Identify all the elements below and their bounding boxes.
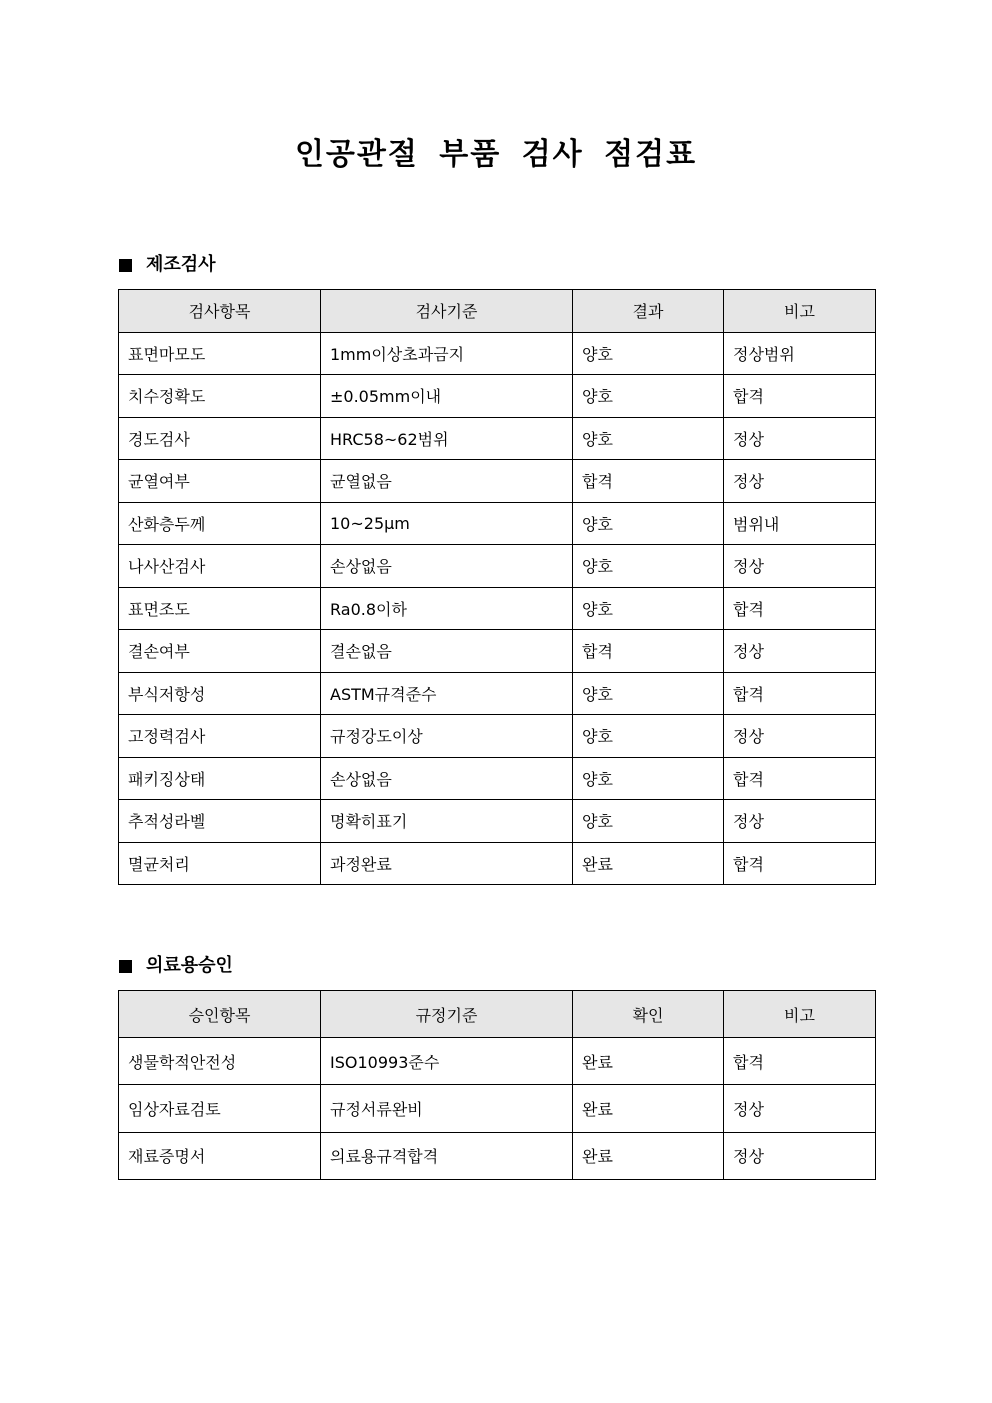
column-header: 검사항목: [119, 290, 321, 333]
table-cell: 완료: [573, 1085, 724, 1132]
table-cell: ±0.05mm이내: [321, 375, 573, 418]
document-title: 인공관절 부품 검사 점검표: [294, 137, 698, 172]
table-row: [119, 417, 876, 460]
table-row: [119, 332, 876, 375]
medical-approval-table: [118, 990, 876, 1180]
section-heading-medical-approval: [119, 953, 233, 979]
table-cell: 치수정확도: [119, 375, 321, 418]
table-cell: 정상: [724, 1132, 876, 1179]
table-cell: 규정서류완비: [321, 1085, 573, 1132]
table-cell: 합격: [724, 672, 876, 715]
table-row: [119, 460, 876, 503]
table-cell: 양호: [573, 375, 724, 418]
table-row: [119, 715, 876, 758]
table-cell: 합격: [724, 375, 876, 418]
table-row: [119, 587, 876, 630]
table-cell: 부식저항성: [119, 672, 321, 715]
table-row: [119, 672, 876, 715]
table-body: [119, 1038, 876, 1180]
table-cell: 결손여부: [119, 630, 321, 673]
table-cell: 양호: [573, 417, 724, 460]
table-cell: 완료: [573, 842, 724, 885]
table-cell: 정상: [724, 460, 876, 503]
table-cell: 고정력검사: [119, 715, 321, 758]
table-cell: 손상없음: [321, 545, 573, 588]
table-cell: 정상: [724, 1085, 876, 1132]
column-header: 검사기준: [321, 290, 573, 333]
table-body: [119, 332, 876, 885]
manufacturing-inspection-table: [118, 289, 876, 885]
table-row: [119, 630, 876, 673]
table-cell: 합격: [724, 587, 876, 630]
column-header: 확인: [573, 991, 724, 1038]
table-cell: 균열없음: [321, 460, 573, 503]
section-heading-manufacturing: [119, 252, 216, 278]
table-cell: 표면마모도: [119, 332, 321, 375]
table-cell: 1mm이상초과금지: [321, 332, 573, 375]
table-row: [119, 842, 876, 885]
table-cell: 균열여부: [119, 460, 321, 503]
table-cell: 과정완료: [321, 842, 573, 885]
square-bullet-icon: [119, 259, 132, 272]
table-cell: 나사산검사: [119, 545, 321, 588]
table-cell: 완료: [573, 1132, 724, 1179]
section-heading-label: 의료용승인: [146, 955, 233, 976]
table-row: [119, 1085, 876, 1132]
table-cell: Ra0.8이하: [321, 587, 573, 630]
table-cell: 양호: [573, 545, 724, 588]
table-cell: 손상없음: [321, 757, 573, 800]
table-cell: 합격: [724, 757, 876, 800]
table-cell: 경도검사: [119, 417, 321, 460]
table-cell: 재료증명서: [119, 1132, 321, 1179]
table-cell: 표면조도: [119, 587, 321, 630]
table-cell: 합격: [724, 1038, 876, 1085]
table-cell: 양호: [573, 672, 724, 715]
table-cell: 임상자료검토: [119, 1085, 321, 1132]
table-cell: 양호: [573, 502, 724, 545]
table-cell: 정상범위: [724, 332, 876, 375]
column-header: 비고: [724, 991, 876, 1038]
table-cell: 정상: [724, 545, 876, 588]
table-cell: 산화층두께: [119, 502, 321, 545]
table-cell: 명확히표기: [321, 800, 573, 843]
table-cell: 멸균처리: [119, 842, 321, 885]
table-cell: ISO10993준수: [321, 1038, 573, 1085]
column-header: 결과: [573, 290, 724, 333]
table-cell: 양호: [573, 715, 724, 758]
table-row: [119, 800, 876, 843]
table-header-row: [119, 290, 876, 333]
table-cell: 의료용규격합격: [321, 1132, 573, 1179]
table-cell: ASTM규격준수: [321, 672, 573, 715]
table-cell: 양호: [573, 800, 724, 843]
table-cell: 합격: [573, 630, 724, 673]
table-cell: 규정강도이상: [321, 715, 573, 758]
table-cell: 정상: [724, 715, 876, 758]
table-cell: 양호: [573, 757, 724, 800]
table-cell: 합격: [724, 842, 876, 885]
table-row: [119, 545, 876, 588]
table-cell: 완료: [573, 1038, 724, 1085]
table-cell: 생물학적안전성: [119, 1038, 321, 1085]
table-row: [119, 502, 876, 545]
table-cell: 합격: [573, 460, 724, 503]
table-row: [119, 1132, 876, 1179]
table-cell: 정상: [724, 630, 876, 673]
column-header: 규정기준: [321, 991, 573, 1038]
table-cell: 결손없음: [321, 630, 573, 673]
table-cell: 추적성라벨: [119, 800, 321, 843]
section-heading-label: 제조검사: [146, 254, 216, 275]
table-cell: 범위내: [724, 502, 876, 545]
table-cell: 10~25μm: [321, 502, 573, 545]
table-row: [119, 757, 876, 800]
column-header: 승인항목: [119, 991, 321, 1038]
table-cell: 패키징상태: [119, 757, 321, 800]
table-cell: 양호: [573, 332, 724, 375]
table-header-row: [119, 991, 876, 1038]
table-cell: HRC58~62범위: [321, 417, 573, 460]
table-cell: 정상: [724, 800, 876, 843]
column-header: 비고: [724, 290, 876, 333]
table-row: [119, 375, 876, 418]
table-row: [119, 1038, 876, 1085]
table-cell: 양호: [573, 587, 724, 630]
square-bullet-icon: [119, 960, 132, 973]
table-cell: 정상: [724, 417, 876, 460]
